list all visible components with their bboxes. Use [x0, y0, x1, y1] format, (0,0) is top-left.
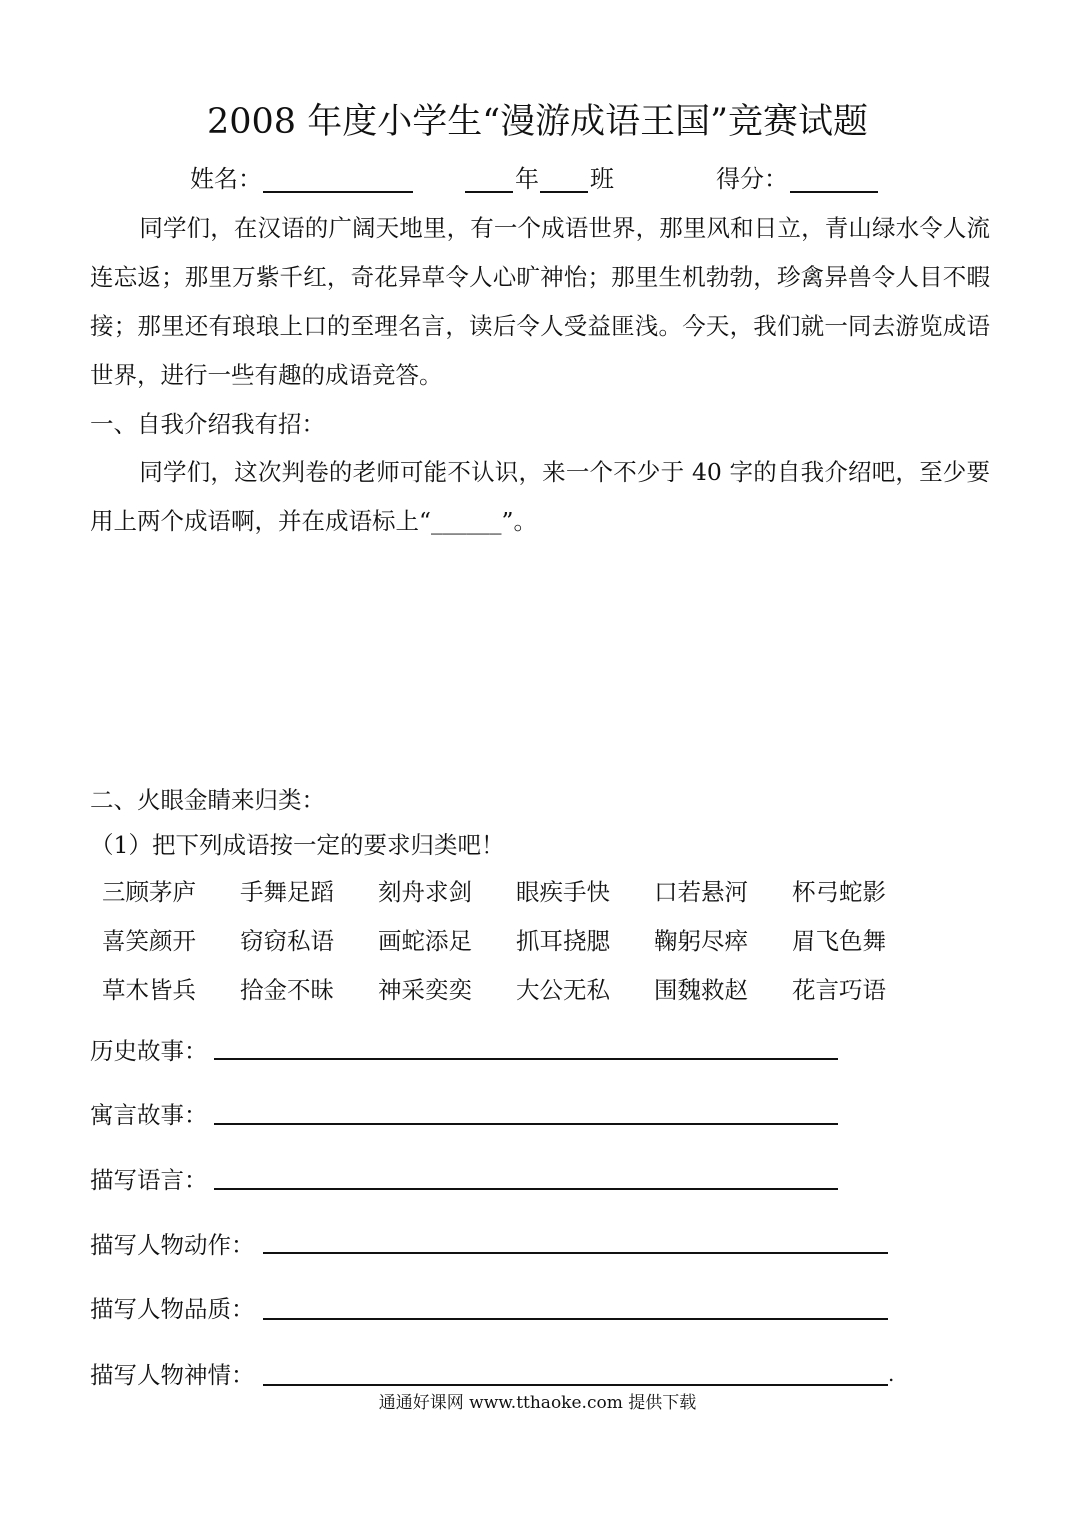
idiom-item: 鞠躬尽瘁 — [654, 927, 748, 955]
name-label: 姓名： — [190, 165, 262, 193]
idiom-item: 抓耳挠腮 — [516, 927, 610, 955]
idiom-item: 刻舟求剑 — [378, 878, 472, 906]
category-character-label: 描写人物品质： — [90, 1295, 255, 1323]
idiom-item: 杯弓蛇影 — [792, 878, 886, 906]
category-expression-blank[interactable] — [263, 1384, 888, 1386]
idiom-item: 大公无私 — [516, 976, 610, 1004]
idiom-item: 窃窃私语 — [240, 927, 334, 955]
idiom-item: 口若悬河 — [654, 878, 748, 906]
student-info-row — [0, 162, 1075, 196]
idiom-item: 眉飞色舞 — [792, 927, 886, 955]
category-speech-label: 描写语言： — [90, 1166, 208, 1194]
section1-heading: 一、自我介绍我有招： — [90, 410, 325, 438]
section2-instruction: （1）把下列成语按一定的要求归类吧！ — [90, 831, 505, 859]
idiom-grid — [102, 874, 942, 1021]
class-label: 班 — [590, 165, 614, 193]
category-character-blank[interactable] — [263, 1318, 888, 1320]
idiom-item: 三顾茅庐 — [102, 878, 196, 906]
idiom-item: 喜笑颜开 — [102, 927, 196, 955]
grade-label: 年 — [515, 165, 539, 193]
category-action-label: 描写人物动作： — [90, 1231, 255, 1259]
category-expression-label: 描写人物神情： — [90, 1361, 255, 1389]
section2-heading: 二、火眼金睛来归类： — [90, 786, 325, 814]
category-fable-blank[interactable] — [214, 1123, 838, 1125]
intro-paragraph: 同学们，在汉语的广阔天地里，有一个成语世界，那里风和日立，青山绿水令人流连忘返；那里万紫千红，奇花异草令人心旷神怡；那里生机勃勃，珍禽异兽令人目不暇接；那里还有琅琅上口的至理名言，读后令人受益匪浅。今天，我们就一同去游览成语世界，进行一些有趣的成语竞答。 — [90, 214, 990, 389]
grade-blank[interactable] — [465, 191, 513, 193]
footer-credit: 通通好课网 www.tthaoke.com 提供下载 — [378, 1393, 697, 1413]
idiom-item: 画蛇添足 — [378, 927, 472, 955]
idiom-item: 草木皆兵 — [102, 976, 196, 1004]
name-blank[interactable] — [263, 191, 413, 193]
section1-body: 同学们，这次判卷的老师可能不认识，来一个不少于 40 字的自我介绍吧，至少要用上两个成语啊，并在成语标上“______”。 — [90, 458, 990, 535]
category-history-blank[interactable] — [214, 1058, 838, 1060]
category-fable-label: 寓言故事： — [90, 1101, 208, 1129]
idiom-item: 手舞足蹈 — [240, 878, 334, 906]
category-history-label: 历史故事： — [90, 1037, 208, 1065]
idiom-item: 拾金不昧 — [240, 976, 334, 1004]
idiom-item: 神采奕奕 — [378, 976, 472, 1004]
page-title: 2008 年度小学生“漫游成语王国”竞赛试题 — [207, 102, 868, 142]
idiom-item: 眼疾手快 — [516, 878, 610, 906]
category-action-blank[interactable] — [263, 1252, 888, 1254]
end-period: . — [888, 1362, 895, 1386]
idiom-item: 围魏救赵 — [654, 976, 748, 1004]
score-blank[interactable] — [790, 191, 878, 193]
class-blank[interactable] — [540, 191, 588, 193]
category-speech-blank[interactable] — [214, 1188, 838, 1190]
score-label: 得分： — [716, 165, 788, 193]
idiom-item: 花言巧语 — [792, 976, 886, 1004]
